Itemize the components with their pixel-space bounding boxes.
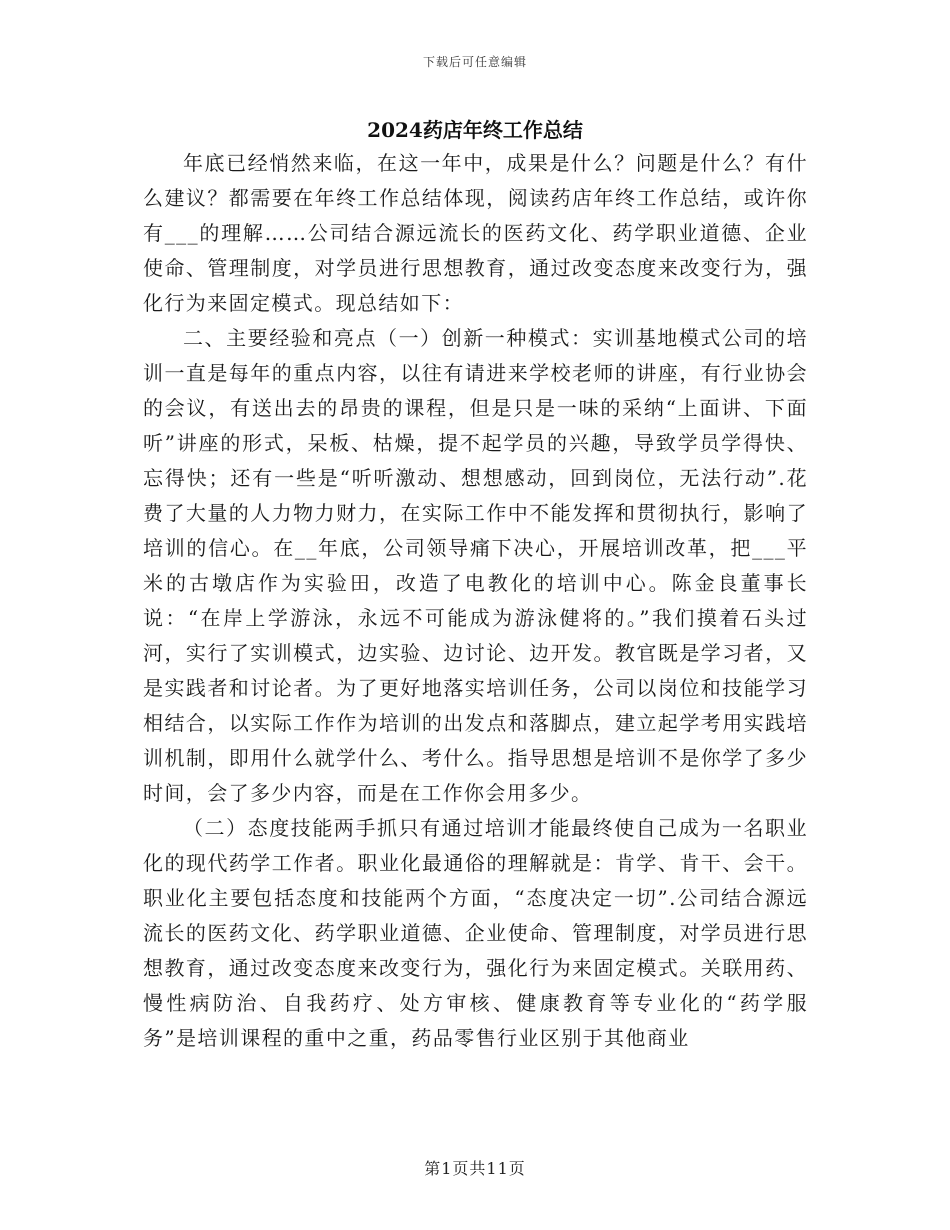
header-note: 下载后可任意编辑	[422, 55, 527, 69]
document-body	[143, 146, 808, 1056]
page-indicator: 第1页共11页	[424, 1159, 526, 1178]
page-title: 2024药店年终工作总结	[367, 118, 583, 142]
paragraph-attitude-skills: （二）态度技能两手抓只有通过培训才能最终使自己成为一名职业化的现代药学工作者。职业化最通俗的理解就是：肯学、肯干、会干。职业化主要包括态度和技能两个方面，“态度决定一切”.公司结合源远流长的医药文化、药学职业道德、企业使命、管理制度，对学员进行思想教育，通过改变态度来改变行为，强化行为来固定模式。关联用药、慢性病防治、自我药疗、处方审核、健康教育等专业化的“药学服务”是培训课程的重中之重，药品零售行业区别于其他商业	[143, 816, 808, 1050]
paragraph-intro: 年底已经悄然来临，在这一年中，成果是什么？问题是什么？有什么建议？都需要在年终工作总结体现，阅读药店年终工作总结，或许你有___的理解……公司结合源远流长的医药文化、药学职业道德、企业使命、管理制度，对学员进行思想教育，通过改变态度来改变行为，强化行为来固定模式。现总结如下：	[143, 151, 808, 315]
paragraph-experience: 二、主要经验和亮点（一）创新一种模式：实训基地模式公司的培训一直是每年的重点内容，以往有请进来学校老师的讲座，有行业协会的会议，有送出去的昂贵的课程，但是只是一味的采纳“上面讲、下面听”讲座的形式，呆板、枯燥，提不起学员的兴趣，导致学员学得快、忘得快；还有一些是“听听激动、想想感动，回到岗位，无法行动”.花费了大量的人力物力财力，在实际工作中不能发挥和贯彻执行，影响了培训的信心。在__年底，公司领导痛下决心，开展培训改革，把___平米的古墩店作为实验田，改造了电教化的培训中心。陈金良董事长说：“在岸上学游泳，永远不可能成为游泳健将的。”我们摸着石头过河，实行了实训模式，边实验、边讨论、边开发。教官既是学习者，又是实践者和讨论者。为了更好地落实培训任务，公司以岗位和技能学习相结合，以实际工作作为培训的出发点和落脚点，建立起学考用实践培训机制，即用什么就学什么、考什么。指导思想是培训不是你学了多少时间，会了多少内容，而是在工作你会用多少。	[143, 326, 808, 805]
